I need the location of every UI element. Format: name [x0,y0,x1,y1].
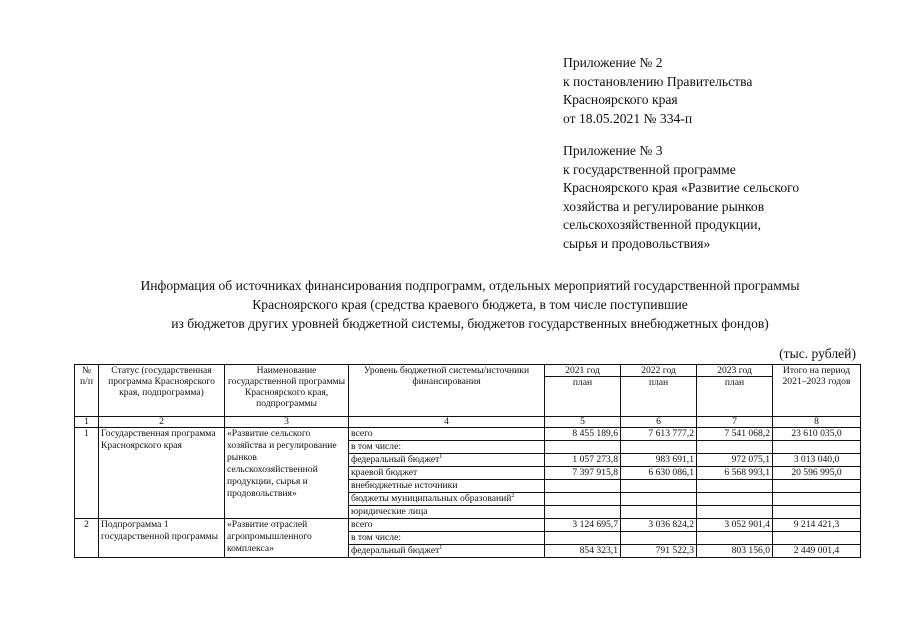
footnote-mark: 1 [439,453,443,460]
column-index-row [75,417,861,428]
value-2023: 972 075,1 [697,454,773,467]
value-total: 23 610 035,0 [773,428,861,441]
value-total [773,493,861,506]
column-index: 4 [349,417,545,428]
value-2022: 791 522,3 [621,545,697,558]
row-status: Подпрограмма 1 государственной программы [99,519,225,558]
value-2021 [545,506,621,519]
header-year-2022: 2022 год [621,365,697,377]
financing-table [74,364,861,558]
header-total: Итого на период 2021–2023 годов [773,365,861,417]
value-2023 [697,532,773,545]
row-level [349,506,545,519]
row-level [349,454,545,467]
row-level [349,545,545,558]
level-label: внебюджетные источники [351,480,458,491]
value-2022 [621,506,697,519]
row-program-name: «Развитие сельского хозяйства и регулирование рынков сельскохозяйственной продукции, сырья и продовольствия» [225,428,349,519]
appendix-3-line: Приложение № 3 [563,143,663,158]
value-2023: 7 541 068,2 [697,428,773,441]
header-num: № п/п [75,365,99,417]
value-2023 [697,493,773,506]
header-name: Наименование государственной программы Красноярского края, подпрограммы [225,365,349,417]
appendix-3-line: хозяйства и регулирование рынков [563,198,765,214]
document-title-line: Информация об источниках финансирования подпрограмм, отдельных мероприятий государственной программы [140,278,800,293]
value-2021 [545,441,621,454]
row-number: 1 [75,428,99,519]
row-level [349,441,545,454]
value-total [773,532,861,545]
value-total: 9 214 421,3 [773,519,861,532]
level-label: бюджеты муниципальных образований [351,493,512,504]
footnote-mark: 2 [511,492,515,499]
value-2021: 854 323,1 [545,545,621,558]
row-program-name: «Развитие отраслей агропромышленного комплекса» [225,519,349,558]
level-label: федеральный бюджет [351,545,440,556]
value-2023: 803 156,0 [697,545,773,558]
value-2022 [621,480,697,493]
appendix-3-line: к государственной программе [563,161,736,177]
column-index: 3 [225,417,349,428]
value-total: 2 449 001,4 [773,545,861,558]
header-status: Статус (государственная программа Красноярского края, подпрограмма) [99,365,225,417]
row-level [349,519,545,532]
row-level [349,467,545,480]
table-header [75,365,861,428]
column-index: 1 [75,417,99,428]
appendix-3-line: сырья и продовольствия» [563,235,711,251]
value-2021: 3 124 695,7 [545,519,621,532]
level-label: в том числе: [351,441,402,452]
value-2022 [621,532,697,545]
value-2022: 6 630 086,1 [621,467,697,480]
level-label: всего [351,428,373,439]
header-plan: план [697,377,773,417]
document-title [60,276,880,333]
appendix-2-line: от 18.05.2021 № 334-п [563,110,693,126]
header-year-2023: 2023 год [697,365,773,377]
header-plan: план [545,377,621,417]
row-level [349,493,545,506]
table-row [75,519,861,532]
header-year-2021: 2021 год [545,365,621,377]
appendix-3-block [563,142,799,253]
value-2021 [545,480,621,493]
value-2021 [545,493,621,506]
value-2021: 8 455 189,6 [545,428,621,441]
row-level [349,532,545,545]
document-title-line: из бюджетов других уровней бюджетной системы, бюджетов государственных внебюджетных фондов) [171,316,769,331]
value-total: 20 596 995,0 [773,467,861,480]
value-2022: 983 691,1 [621,454,697,467]
level-label: в том числе: [351,532,402,543]
value-2021: 1 057 273,8 [545,454,621,467]
value-2023 [697,506,773,519]
value-2022 [621,493,697,506]
value-2021: 7 397 915,8 [545,467,621,480]
column-index: 2 [99,417,225,428]
column-index: 5 [545,417,621,428]
row-number: 2 [75,519,99,558]
value-2023 [697,480,773,493]
header-level: Уровень бюджетной системы/источники финансирования [349,365,545,417]
units-label: (тыс. рублей) [779,346,856,361]
value-2022: 7 613 777,2 [621,428,697,441]
row-level [349,428,545,441]
level-label: всего [351,519,373,530]
value-2023: 6 568 993,1 [697,467,773,480]
appendix-3-line: сельскохозяйственной продукции, [563,217,761,232]
column-index: 7 [697,417,773,428]
level-label: федеральный бюджет [351,454,440,465]
appendix-2-line: Приложение № 2 [563,55,663,70]
table-row [75,428,861,441]
appendix-2-line: к постановлению Правительства [563,73,753,89]
appendix-2-block [563,54,752,128]
value-2023 [697,441,773,454]
header-plan: план [621,377,697,417]
table-body [75,428,861,558]
level-label: краевой бюджет [351,467,418,478]
level-label: юридические лица [351,506,428,517]
appendix-2-line: Красноярского края [563,92,678,107]
value-2021 [545,532,621,545]
value-2022 [621,441,697,454]
row-status: Государственная программа Красноярского края [99,428,225,519]
value-total [773,480,861,493]
document-title-line: Красноярского края (средства краевого бюджета, в том числе поступившие [252,297,688,312]
value-total [773,441,861,454]
value-total: 3 013 040,0 [773,454,861,467]
row-level [349,480,545,493]
column-index: 8 [773,417,861,428]
footnote-mark: 1 [439,544,443,551]
value-2022: 3 036 824,2 [621,519,697,532]
value-2023: 3 052 901,4 [697,519,773,532]
value-total [773,506,861,519]
column-index: 6 [621,417,697,428]
appendix-3-line: Красноярского края «Развитие сельского [563,180,800,195]
